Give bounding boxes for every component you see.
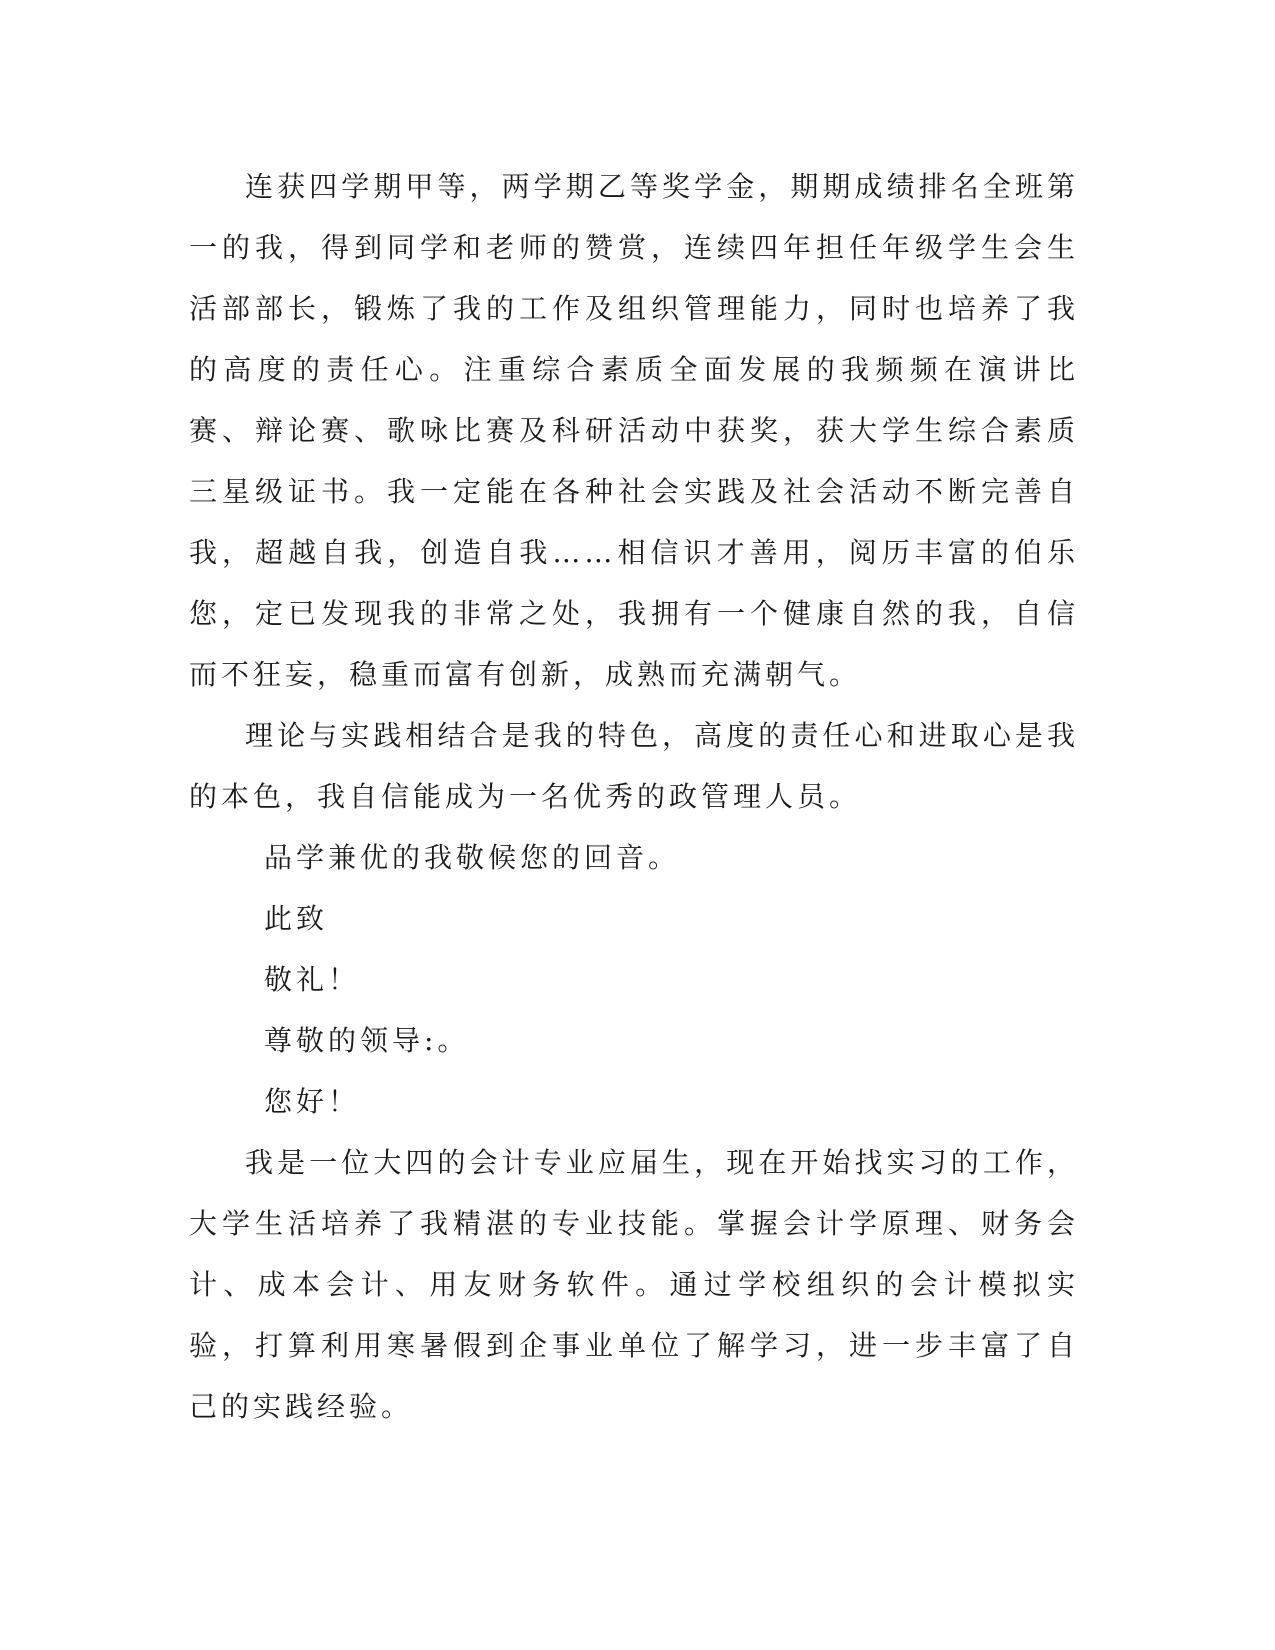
second-letter-hello: 您好！ [264,1085,361,1118]
salutation-to: 此致 [264,902,329,935]
paragraph-second-letter-body: 我是一位大四的会计专业应届生，现在开始找实习的工作，大学生活培养了我精湛的专业技能。掌握会计学原理、财务会计、成本会计、用友财务软件。通过学校组织的会计模拟实验，打算利用寒暑假到企事业单位了解学习，进一步丰富了自己的实践经验。 [189,1146,1079,1423]
document-body [189,156,1079,1437]
paragraph-achievements: 连获四学期甲等，两学期乙等奖学金，期期成绩排名全班第一的我，得到同学和老师的赞赏，连续四年担任年级学生会生活部部长，锻炼了我的工作及组织管理能力，同时也培养了我的高度的责任心。注重综合素质全面发展的我频频在演讲比赛、辩论赛、歌咏比赛及科研活动中获奖，获大学生综合素质三星级证书。我一定能在各种社会实践及社会活动不断完善自我，超越自我，创造自我……相信识才善用，阅历丰富的伯乐您，定已发现我的非常之处，我拥有一个健康自然的我，自信而不狂妄，稳重而富有创新，成熟而充满朝气。 [189,170,1079,691]
second-letter-greeting: 尊敬的领导:。 [264,1024,470,1057]
salutation-regards: 敬礼！ [264,963,361,996]
closing-line: 品学兼优的我敬候您的回音。 [264,841,681,874]
paragraph-self-evaluation: 理论与实践相结合是我的特色，高度的责任心和进取心是我的本色，我自信能成为一名优秀的政管理人员。 [189,719,1079,813]
